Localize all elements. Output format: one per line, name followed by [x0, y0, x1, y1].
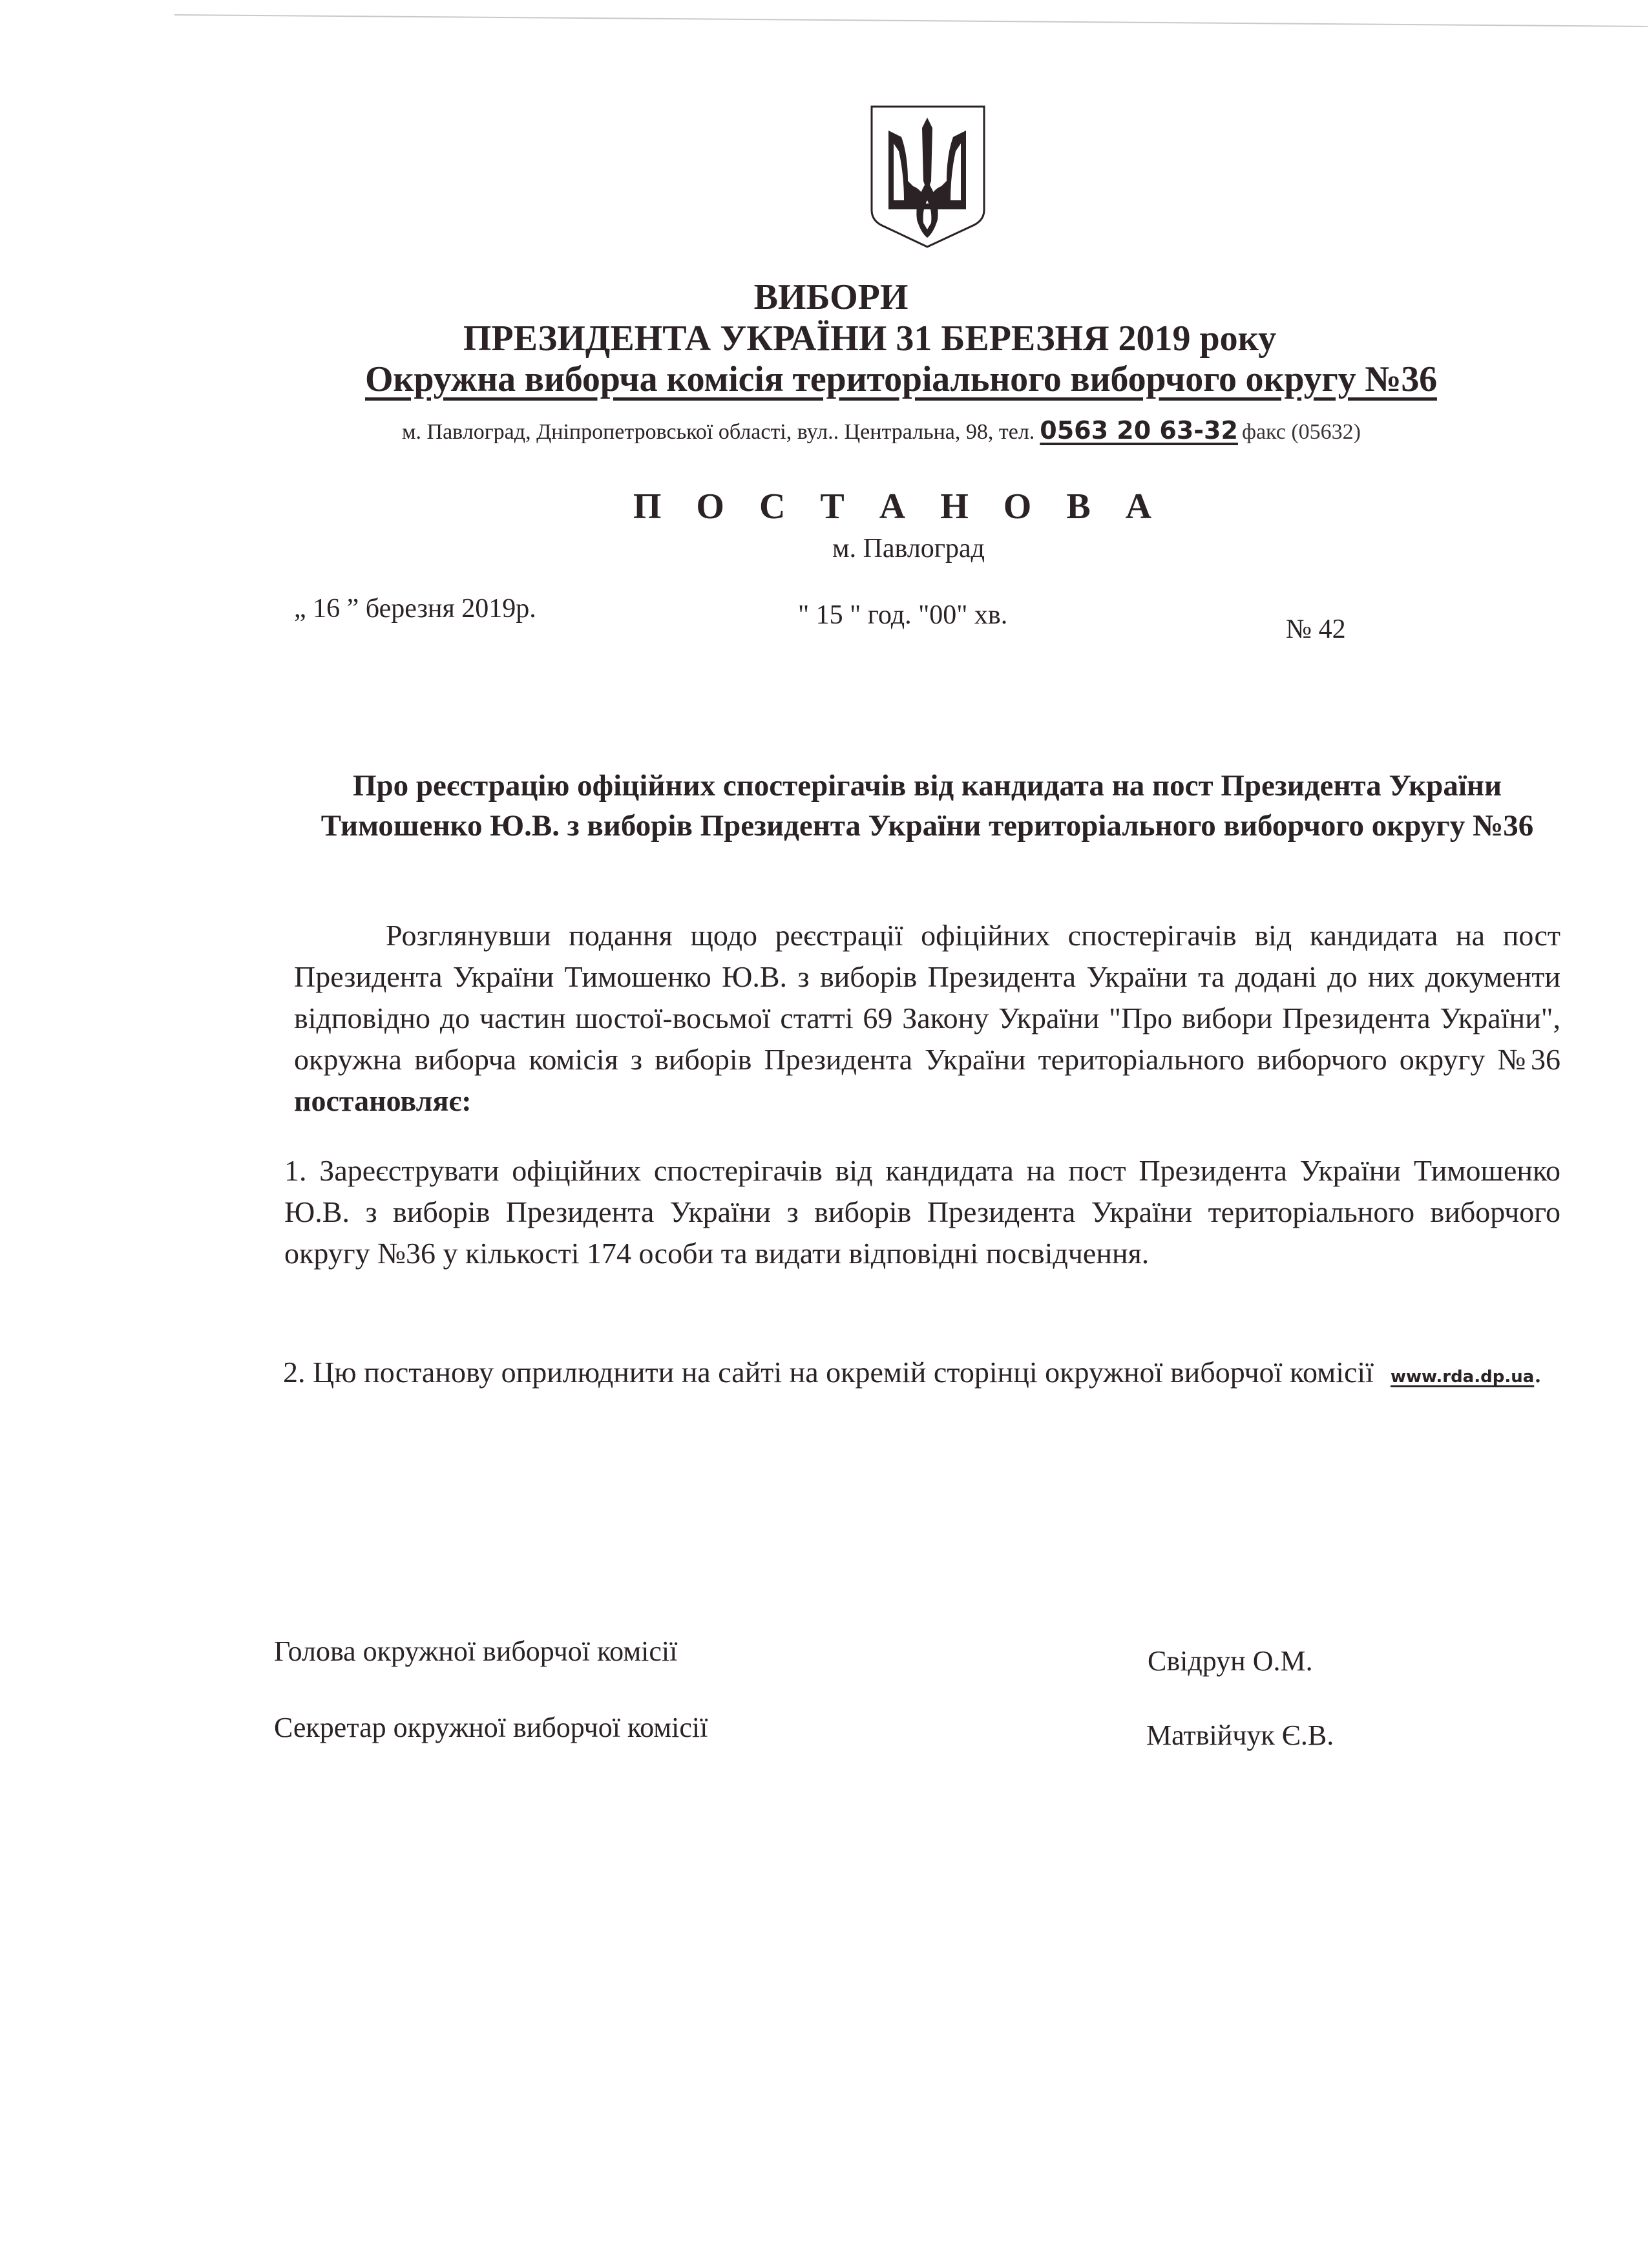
resolution-point-1: 1. Зареєструвати офіційних спостерігачів від кандидата на пост Президента України Тимошенко Ю.В. з виборів Президента України з виборів Президента України територіального виборчого округу №36 у кількості 174 особи та видати відповідні посвідчення.	[284, 1154, 1560, 1270]
preamble-paragraph	[294, 915, 1560, 1122]
preamble-decides: постановляє:	[294, 1084, 472, 1117]
document-subject: Про реєстрацію офіційних спостерігачів від кандидата на пост Президента України Тимошенко Ю.В. з виборів Президента України територіального виборчого округу №36	[320, 769, 1534, 843]
document-city: м. Павлоград	[832, 534, 985, 563]
preamble-text: Розглянувши подання щодо реєстрації офіційних спостерігачів від кандидата на пост Президента України Тимошенко Ю.В. з виборів Президента України та додані до них документи відповідно до частин шостої-восьмої статті 69 Закону України "Про вибори Президента України", окружна виборча комісія з виборів Президента України територіального виборчого округу №36	[294, 919, 1560, 1076]
signature-role-secretary: Секретар окружної виборчої комісії	[274, 1712, 708, 1743]
elections-title: ВИБОРИ	[753, 277, 909, 317]
commission-address: м. Павлоград, Дніпропетровської області, вул.. Центральна, 98, тел.	[402, 420, 1035, 444]
elections-subtitle: ПРЕЗИДЕНТА УКРАЇНИ 31 БЕРЕЗНЯ 2019 року	[463, 319, 1277, 359]
document-time: " 15 " год. "00" хв.	[798, 600, 1008, 630]
signature-name-secretary: Матвійчук Є.В.	[1146, 1719, 1334, 1751]
resolution-point-2	[283, 1352, 1559, 1398]
signature-role-chair: Голова окружної виборчої комісії	[274, 1635, 678, 1667]
commission-fax: факс (05632)	[1241, 420, 1361, 444]
commission-address-line	[402, 416, 1361, 445]
commission-phone: 0563 20 63-32	[1040, 416, 1238, 445]
document-number: № 42	[1286, 614, 1346, 644]
document-date: „ 16 ” березня 2019р.	[294, 594, 536, 624]
scan-edge-line	[174, 14, 1648, 27]
website-link[interactable]: www.rda.dp.ua	[1390, 1367, 1535, 1387]
signature-name-chair: Свідрун О.М.	[1148, 1645, 1313, 1677]
point-2-text: 2. Цю постанову оприлюднити на сайті на окремій сторінці окружної виборчої комісії	[283, 1356, 1374, 1389]
coat-of-arms-of-ukraine-icon	[868, 103, 987, 249]
document-type: П О С Т А Н О В А	[633, 487, 1165, 527]
website-tail: .	[1534, 1356, 1542, 1389]
commission-name: Окружна виборча комісія територіального виборчого округу №36	[365, 359, 1437, 399]
